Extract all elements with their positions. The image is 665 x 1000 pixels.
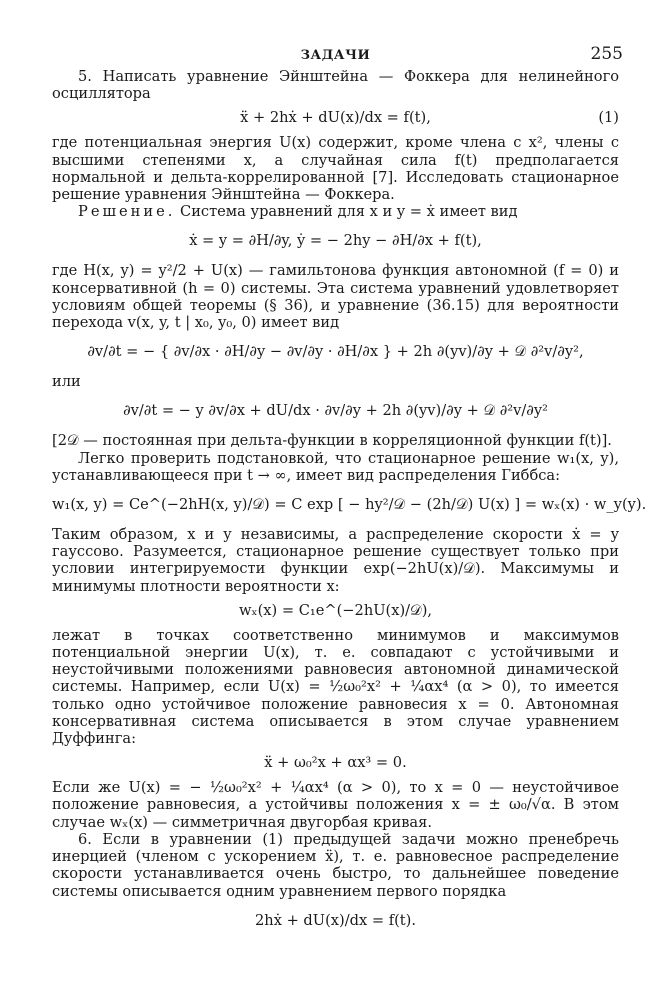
problem-6-statement: 6. Если в уравнении (1) предыдущей задачи можно пренебречь инерцией (членом с ускорением ẍ), т. е. равновесное распределение скорости устанавливается очень быстро, то дальнейшее поведение системы описывается одним уравнением первого порядка [52,830,619,900]
running-header [52,40,623,68]
hamiltonian-paragraph: где H(x, y) = y²/2 + U(x) — гамильтонова функция автономной (f = 0) и консервативной (h = 0) системы. Эта система уравнений удовлетворяет условиям общей теоремы (§ 36), и уравнение (36.15) для вероятности перехода v(x, y, t | x₀, y₀, 0) имеет вид [52,262,619,332]
equation-fokker-planck-2: ∂v/∂t = − y ∂v/∂x + dU/dx · ∂v/∂y + 2h ∂(yv)/∂y + 𝒟 ∂²v/∂y² [123,402,548,420]
equation-density-x: wₓ(x) = C₁e^(−2hU(x)/𝒟), [238,601,433,619]
solution-intro-text: Система уравнений для x и y = ẋ имеет вид [180,203,518,221]
equation-1-label: (1) [598,109,619,127]
equation-first-order: 2hẋ + dU(x)/dx = f(t). [255,911,416,929]
independence-paragraph: Таким образом, x и y независимы, а распределение скорости ẋ = y гауссово. Разумеется, стационарное решение существует только при условии интегрируемости функции exp(−2hU(x)/𝒟). Максимумы и минимумы плотности вероятности x: [52,526,619,595]
solution-word: Решение. [78,203,176,221]
gibbs-intro: Легко проверить подстановкой, что стационарное решение w₁(x, y), устанавливающееся при t → ∞, имеет вид распределения Гиббса: [52,449,619,484]
problem-5-statement: 5. Написать уравнение Эйнштейна — Фоккера для нелинейного осциллятора [52,68,619,103]
equation-1 [52,106,619,130]
equation-gibbs: w₁(x, y) = Ce^(−2hH(x, y)/𝒟) = C exp [ − hy²/𝒟 − (2h/𝒟) U(x) ] = wₓ(x) · w_y(y). [52,496,647,514]
equation-fokker-planck-1: ∂v/∂t = − { ∂v/∂x · ∂H/∂y − ∂v/∂y · ∂H/∂x } + 2h ∂(yv)/∂y + 𝒟 ∂²v/∂y², [87,343,584,361]
page-number: 255 [590,44,623,64]
extrema-paragraph: лежат в точках соответственно минимумов и максимумов потенциальной энергии U(x), т. е. совпадают с устойчивыми и неустойчивыми положениями равновесия автономной динамической системы. Например, если U(x) = ½ω₀²x² + ¼αx⁴ (α > 0), то имеется только одно устойчивое положение равновесия x = 0. Автономная консервативная система описывается в этом случае уравнением Дуффинга: [52,626,619,748]
equation-1-formula: ẍ + 2hẋ + dU(x)/dx = f(t), [240,109,431,127]
unstable-case-paragraph: Если же U(x) = − ½ω₀²x² + ¼αx⁴ (α > 0), то x = 0 — неустойчивое положение равновесия, а устойчивы положения x = ± ω₀/√α. В этом случае wₓ(x) — симметричная двугорбая кривая. [52,779,619,831]
equation-duffing: ẍ + ω₀²x + αx³ = 0. [264,754,407,772]
equation-system: ẋ = y = ∂H/∂y, ẏ = − 2hy − ∂H/∂x + f(t), [189,232,482,250]
running-title: ЗАДАЧИ [300,48,371,63]
or-word: или [52,373,81,391]
solution-intro [52,203,619,220]
diffusion-constant-note: [2𝒟 — постоянная при дельта-функции в корреляционной функции f(t)]. [52,432,612,450]
problem-5-conditions: где потенциальная энергия U(x) содержит, кроме члена с x², члены с высшими степенями x, а случайная сила f(t) предполагается нормальной и дельта-коррелированной [7]. Исследовать стационарное решение уравнения Эйнштейна — Фоккера. [52,134,619,204]
